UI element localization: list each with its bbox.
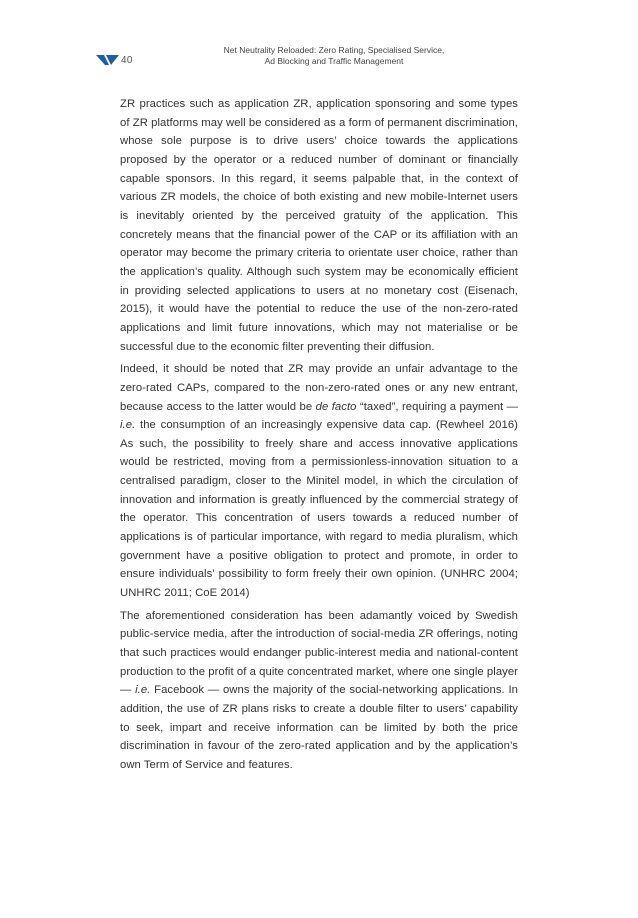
- running-title: [200, 45, 468, 67]
- running-title-line-2: Ad Blocking and Traffic Management: [264, 56, 404, 66]
- running-title-line-1: Net Neutrality Reloaded: Zero Rating, Specialised Service,: [223, 45, 445, 55]
- paragraph-3: The aforementioned consideration has been adamantly voiced by Swedish public-service media, after the introduction of social-media ZR offerings, noting that such practices would endanger public-interest media and national-content production to the profit of a quite concentrated market, where one single player — i.e. Facebook — owns the majority of the social-networking applications. In addition, the use of ZR plans risks to create a double filter to users’ capability to seek, impart and receive information can be limited by both the price discrimination in favour of the zero-rated application and by the application’s own Term of Service and features.: [120, 609, 518, 771]
- page-header: [0, 0, 638, 80]
- paragraph-2: Indeed, it should be noted that ZR may provide an unfair advantage to the zero-rated CAPs, compared to the non-zero-rated ones or any new entrant, because access to the latter would be de facto “taxed”, requiring a payment — i.e. the consumption of an increasingly expensive data cap. (Rewheel 2016) As such, the possibility to freely share and access innovative applications would be restricted, moving from a permissionless-innovation situation to a centralised paradigm, closer to the Minitel model, in which the circulation of innovation and information is greatly influenced by the commercial strategy of the operator. This concentration of users towards a reduced number of applications is of particular importance, with regard to media pluralism, which government have a positive obligation to protect and promote, in order to ensure individuals’ possibility to form freely their own opinion. (UNHRC 2004; UNHRC 2011; CoE 2014): [120, 363, 518, 600]
- paragraph-1: ZR practices such as application ZR, application sponsoring and some types of ZR platforms may well be considered as a form of permanent discrimination, whose sole purpose is to drive users’ choice towards the applications proposed by the operator or a reduced number of dominant or financially capable sponsors. In this regard, it seems palpable that, in the context of various ZR models, the choice of both existing and new mobile-Internet users is inevitably oriented by the perceived gratuity of the application. This concretely means that the financial power of the CAP or its affiliation with an operator may become the primary criteria to orientate user choice, rather than the application’s quality. Although such system may be economically efficient in providing selected applications to users at no monetary cost (Eisenach, 2015), it would have the potential to reduce the use of the non-zero-rated applications and limit future innovations, which may not materialise or be successful due to the economic filter preventing their diffusion.: [120, 98, 518, 353]
- publisher-logo-icon: [96, 54, 120, 66]
- body-text: [120, 95, 518, 779]
- page-number: 40: [121, 55, 133, 66]
